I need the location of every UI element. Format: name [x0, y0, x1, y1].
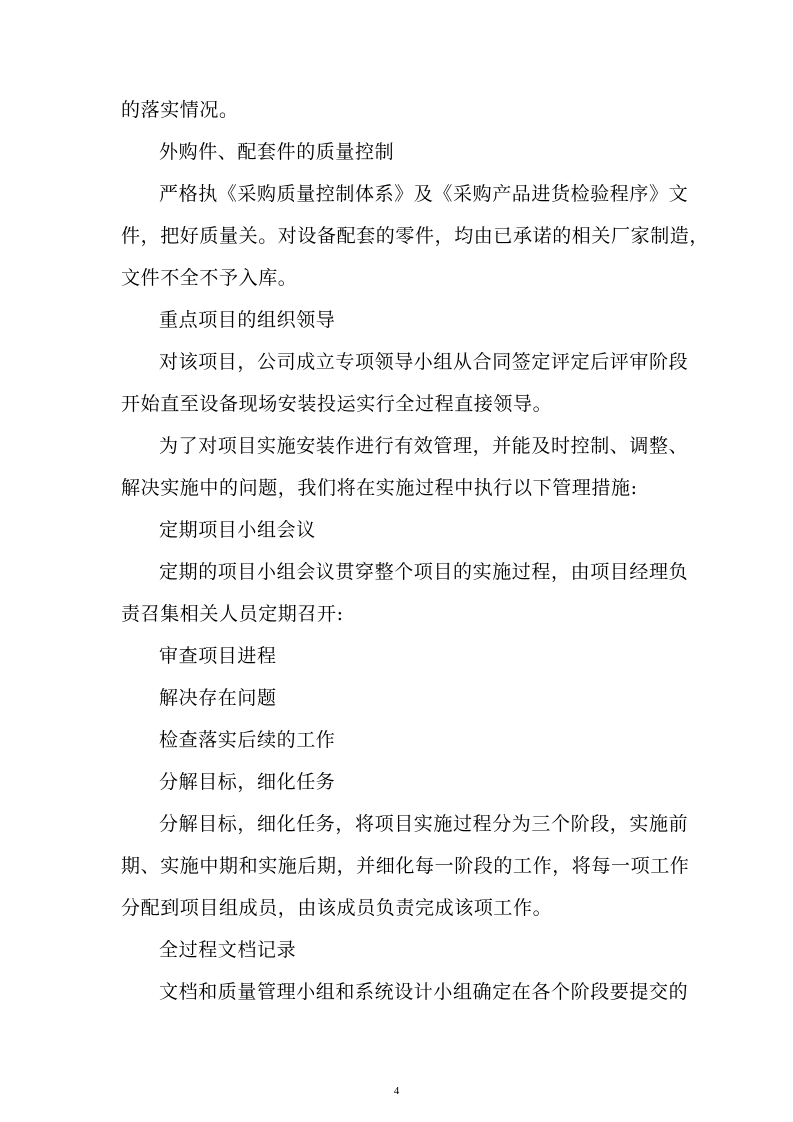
- text-line: 严格执《采购质量控制体系》及《采购产品进货检验程序》文: [159, 183, 689, 205]
- text-line: 期、实施中期和实施后期，并细化每一阶段的工作，将每一项工作: [121, 855, 690, 877]
- text-line: 件，把好质量关。对设备配套的零件，均由已承诺的相关厂家制造，: [121, 225, 710, 247]
- text-line: 分解目标，细化任务，将项目实施过程分为三个阶段，实施前: [159, 813, 689, 835]
- page-number: 4: [393, 1085, 400, 1097]
- text-line: 文件不全不予入库。: [121, 267, 298, 289]
- section-heading: 外购件、配套件的质量控制: [159, 141, 395, 163]
- section-heading: 重点项目的组织领导: [159, 309, 336, 331]
- list-item: 检查落实后续的工作: [159, 729, 336, 751]
- list-item: 审查项目进程: [159, 645, 277, 667]
- text-line: 解决实施中的问题，我们将在实施过程中执行以下管理措施:: [121, 477, 638, 499]
- text-line: 定期的项目小组会议贯穿整个项目的实施过程，由项目经理负: [159, 561, 689, 583]
- text-line: 的落实情况。: [121, 99, 239, 121]
- text-line: 为了对项目实施安装作进行有效管理，并能及时控制、调整、: [159, 435, 689, 457]
- text-line: 对该项目，公司成立专项领导小组从合同签定评定后评审阶段: [159, 351, 689, 373]
- text-line: 责召集相关人员定期召开:: [121, 603, 344, 625]
- list-item: 解决存在问题: [159, 687, 277, 709]
- text-line: 分配到项目组成员，由该成员负责完成该项工作。: [121, 897, 553, 919]
- text-line: 文档和质量管理小组和系统设计小组确定在各个阶段要提交的: [159, 981, 689, 1003]
- section-heading: 全过程文档记录: [159, 939, 297, 961]
- section-heading: 定期项目小组会议: [159, 519, 316, 541]
- section-heading: 分解目标，细化任务: [159, 771, 336, 793]
- text-line: 开始直至设备现场安装投运实行全过程直接领导。: [121, 393, 553, 415]
